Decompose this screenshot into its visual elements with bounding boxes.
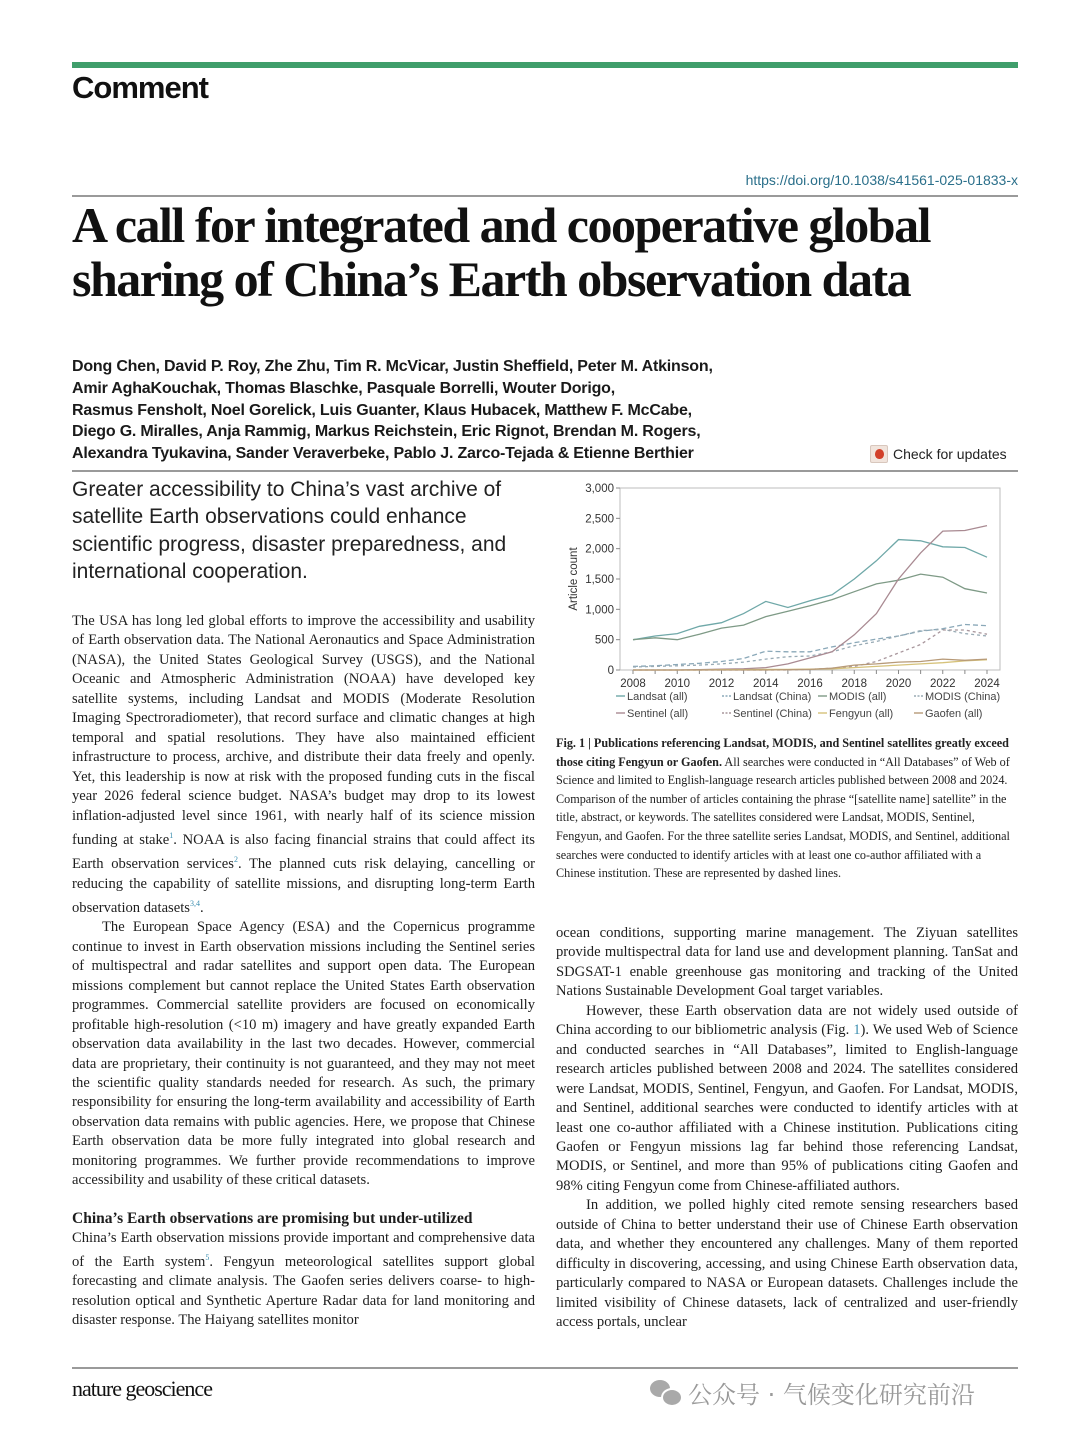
y-tick-label: 2,500 [585, 513, 614, 526]
title-line-1: A call for integrated and cooperative global [72, 197, 930, 253]
crossmark-icon [870, 445, 888, 463]
plot-area [620, 488, 1000, 670]
series-line [633, 540, 987, 640]
reference-link[interactable]: 2 [233, 855, 238, 865]
legend-item: MODIS (all) [829, 691, 887, 703]
y-tick-label: 500 [594, 634, 614, 647]
legend-item: Gaofen (all) [925, 708, 983, 720]
standfirst: Greater accessibility to China’s vast archive of satellite Earth observations could enhance scientific progress, disaster preparedness, and international cooperation. [72, 478, 507, 584]
x-tick-label: 2016 [797, 678, 823, 690]
author-line: Diego G. Miralles, Anja Rammig, Markus Reichstein, Eric Rignot, Brendan M. Rogers, [72, 423, 701, 441]
legend-item: Sentinel (all) [627, 708, 689, 720]
caption-body: All searches were conducted in “All Databases” of Web of Science and limited to English-language research articles published between 2008 and 2024. Comparison of the number of articles containing the phrase “[satellite name] satellite” in the title, abstract, or keywords. The satellites considered were Landsat, MODIS, Sentinel, Fengyun, and Gaofen. For the three satellite series Landsat, MODIS, and Sentinel, additional searches were conducted to identify articles with at least one co-author affiliated with a Chinese institution. These are represented by dashed lines. [556, 754, 1010, 881]
legend-item: Landsat (China) [733, 691, 812, 703]
figure-reference-link[interactable]: 1 [853, 1022, 861, 1039]
watermark [650, 1375, 975, 1410]
series-line [633, 660, 987, 670]
y-tick-label: 1,000 [585, 604, 614, 617]
wechat-icon [650, 1380, 680, 1406]
left-column [72, 612, 535, 1331]
x-tick-label: 2018 [841, 678, 868, 690]
journal-name: nature geoscience [72, 1376, 212, 1401]
y-tick-label: 3,000 [585, 483, 614, 495]
x-tick-label: 2008 [620, 678, 646, 690]
reference-link[interactable]: 5 [205, 1253, 210, 1263]
reference-link[interactable]: 3,4 [189, 899, 200, 909]
y-tick-label: 1,500 [585, 574, 614, 586]
legend-item: Landsat (all) [627, 691, 688, 703]
x-tick-label: 2024 [974, 678, 1000, 690]
top-accent-rule [72, 62, 1018, 68]
paragraph: The USA has long led global efforts to improve the accessibility and usability of Earth observation data. The National Aeronautics and Space Administration (NASA), the United States Geological Survey (USGS), and the National Oceanic and Atmospheric Administration (NOAA) have developed key satellite systems, including Landsat and MODIS (Moderate Resolution Imaging Spectroradiometer), that record surface and climatic changes at high temporal and spatial resolutions. They have also maintained efficient infrastructure to process, archive, and distribute their data freely and openly. Yet, this leadership is now at risk with the proposed funding cuts in the fiscal year 2026 federal science budget. NASA’s budget may drop to its lowest inflation-adjusted level since 1961, with nearly half of its science mission funding at stake$^1$. NOAA is also facing financial strains that could affect its Earth observation services$^2$. The planned cuts risk delaying, cancelling or reducing the capability of satellite missions, and disrupting long-term Earth observation datasets$^{3,4}$. [72, 613, 535, 916]
reference-link[interactable]: 1 [169, 830, 174, 840]
author-list [72, 356, 852, 465]
footer-divider [72, 1367, 1018, 1369]
x-tick-label: 2020 [885, 678, 912, 690]
y-tick-label: 2,000 [585, 543, 614, 556]
doi-link[interactable]: https://doi.org/10.1038/s41561-025-01833-x [745, 172, 1018, 188]
x-tick-label: 2014 [752, 678, 779, 690]
y-axis-label: Article count [568, 547, 580, 611]
legend-item: MODIS (China) [925, 691, 1001, 703]
author-line: Amir AghaKouchak, Thomas Blaschke, Pasquale Borrelli, Wouter Dorigo, [72, 379, 615, 397]
check-for-updates-button[interactable] [870, 445, 1007, 463]
author-line: Dong Chen, David P. Roy, Zhe Zhu, Tim R. McVicar, Justin Sheffield, Peter M. Atkinson, [72, 358, 713, 375]
figure-caption [556, 734, 1018, 883]
legend-item: Sentinel (China) [733, 708, 812, 720]
x-tick-label: 2012 [708, 678, 735, 690]
author-line: Alexandra Tyukavina, Sander Veraverbeke, Pablo J. Zarco-Tejada & Etienne Berthier [72, 445, 694, 463]
y-tick-label: 0 [607, 665, 614, 677]
author-line: Rasmus Fensholt, Noel Gorelick, Luis Guanter, Klaus Hubacek, Matthew F. McCabe, [72, 401, 692, 419]
figure-1-chart [556, 478, 1018, 728]
series-line [633, 659, 987, 670]
paragraph: However, these Earth observation data are not widely used outside of China according to our bibliometric analysis (Fig. 1). We used Web of Science and conducted searches in “All Databases”, limited to English-language research articles published between 2008 and 2024. The satellites considered were Landsat, MODIS, Sentinel, Fengyun, and Gaofen. For Landsat, MODIS, and Sentinel, additional searches were conducted to identify articles with at least one co-author affiliated with a Chinese institution. Publications citing Gaofen or Fengyun missions lag far behind those referencing Landsat, MODIS, or Sentinel, and more than 95% of publications citing Gaofen and 98% citing Fengyun come from Chinese-affiliated authors. [556, 1002, 1018, 1194]
title-line-2: sharing of China’s Earth observation data [72, 251, 911, 307]
paragraph: The European Space Agency (ESA) and the Copernicus programme continue to invest in Earth observation missions including the Sentinel series of multispectral and radar satellites and support open data. The European missions complement but cannot replace the United States Earth observation programmes. Commercial satellite providers are focused on economically profitable high-resolution (<10 m) imagery and have greatly expanded Earth observation data availability in the last two decades. However, commercial data are proprietary, their continuity is not guaranteed, and they may not meet the scientific quality standards needed for research. As such, the primary responsibility for ensuring the long-term availability and accessibility of Earth observation data remains with public agencies. Here, we propose that Chinese Earth observation data be more fully integrated into global research and monitoring programmes. We further provide recommendations to improve accessibility and usability of these critical datasets. [72, 919, 535, 1189]
series-line [633, 526, 987, 670]
x-tick-label: 2022 [929, 678, 956, 690]
authors-divider [72, 470, 1018, 472]
article-title [72, 198, 1018, 306]
right-column [556, 924, 1018, 1333]
paragraph: In addition, we polled highly cited remote sensing researchers based outside of China to better understand their use of Chinese Earth observation data, and whether they encountered any challenges. Many of them reported difficulty in discovering, accessing, and using Chinese Earth observation data, particularly compared to NASA or European datasets. Challenges include the limited visibility of Chinese datasets, lack of centralized and user-friendly access portals, unclear [556, 1197, 1018, 1331]
caption-title: Fig. 1 | Publications referencing Landsat, MODIS, and Sentinel satellites greatly exceed those citing Fengyun or Gaofen. [556, 736, 1009, 769]
legend-item: Fengyun (all) [829, 708, 894, 720]
watermark-text: 公众号 · 气候变化研究前沿 [688, 1381, 975, 1409]
paragraph: China’s Earth observation missions provide important and comprehensive data of the Earth system$^5$. Fengyun meteorological satellites support global forecasting and climate analysis. The Gaofen series delivers coarse- to high-resolution optical and Synthetic Aperture Radar data for land monitoring and disaster response. The Haiyang satellites monitor [72, 1229, 535, 1329]
section-subheading: China’s Earth observations are promising but under-utilized [72, 1209, 473, 1227]
paragraph: ocean conditions, supporting marine management. The Ziyuan satellites provide multispectral data for land use and development planning. TanSat and SDGSAT-1 enable greenhouse gas monitoring and tracking of the United Nations Sustainable Development Goal target variables. [556, 925, 1018, 1000]
series-line [633, 630, 987, 670]
section-label: Comment [72, 70, 208, 105]
check-for-updates-label: Check for updates [893, 446, 1007, 462]
line-chart [556, 478, 1018, 728]
x-tick-label: 2010 [664, 678, 691, 690]
